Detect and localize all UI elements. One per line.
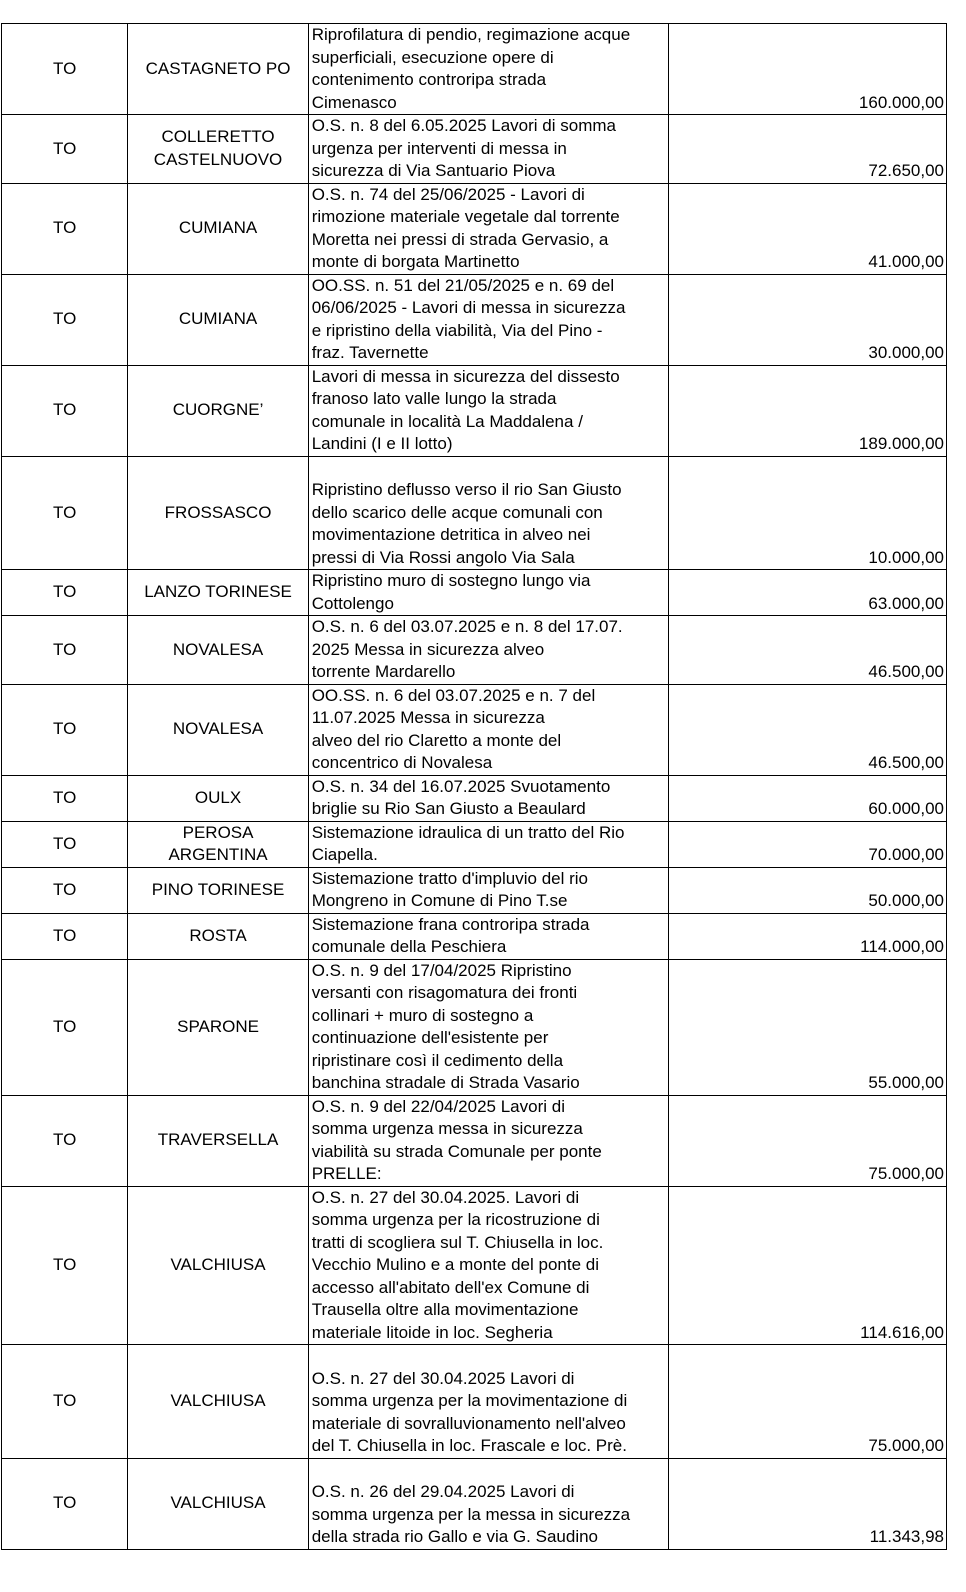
municipality-cell: COLLERETTO CASTELNUOVO — [128, 115, 308, 184]
table-row — [2, 616, 947, 685]
description-cell: Sistemazione frana controripa strada comunale della Peschiera — [308, 913, 669, 959]
amount-cell: 75.000,00 — [669, 1095, 947, 1186]
province-cell: TO — [2, 616, 128, 685]
table-row — [2, 867, 947, 913]
amount-cell: 114.000,00 — [669, 913, 947, 959]
description-cell: O.S. n. 26 del 29.04.2025 Lavori di somma urgenza per la messa in sicurezza della strada rio Gallo e via G. Saudino — [308, 1458, 669, 1549]
description-cell: Ripristino deflusso verso il rio San Giusto dello scarico delle acque comunali con movimentazione detritica in alveo nei pressi di Via Rossi angolo Via Sala — [308, 456, 669, 570]
province-cell: TO — [2, 1458, 128, 1549]
amount-cell: 55.000,00 — [669, 959, 947, 1095]
amount-cell: 11.343,98 — [669, 1458, 947, 1549]
amount-cell: 63.000,00 — [669, 570, 947, 616]
amount-cell: 75.000,00 — [669, 1345, 947, 1459]
table-row — [2, 456, 947, 570]
amount-cell: 160.000,00 — [669, 24, 947, 115]
amount-cell: 41.000,00 — [669, 183, 947, 274]
municipality-cell: CASTAGNETO PO — [128, 24, 308, 115]
interventions-table — [1, 23, 947, 1550]
province-cell: TO — [2, 821, 128, 867]
municipality-cell: SPARONE — [128, 959, 308, 1095]
table-row — [2, 913, 947, 959]
province-cell: TO — [2, 913, 128, 959]
municipality-cell: VALCHIUSA — [128, 1345, 308, 1459]
municipality-cell: NOVALESA — [128, 684, 308, 775]
municipality-cell: CUMIANA — [128, 274, 308, 365]
municipality-cell: ROSTA — [128, 913, 308, 959]
province-cell: TO — [2, 24, 128, 115]
municipality-cell: CUORGNE’ — [128, 365, 308, 456]
description-cell: O.S. n. 34 del 16.07.2025 Svuotamento briglie su Rio San Giusto a Beaulard — [308, 775, 669, 821]
amount-cell: 46.500,00 — [669, 684, 947, 775]
amount-cell: 60.000,00 — [669, 775, 947, 821]
amount-cell: 46.500,00 — [669, 616, 947, 685]
province-cell: TO — [2, 183, 128, 274]
province-cell: TO — [2, 274, 128, 365]
municipality-cell: NOVALESA — [128, 616, 308, 685]
amount-cell: 114.616,00 — [669, 1186, 947, 1345]
province-cell: TO — [2, 1095, 128, 1186]
amount-cell: 10.000,00 — [669, 456, 947, 570]
table-row — [2, 1186, 947, 1345]
table-row — [2, 684, 947, 775]
amount-cell: 70.000,00 — [669, 821, 947, 867]
description-cell: Riprofilatura di pendio, regimazione acque superficiali, esecuzione opere di contenimento controripa strada Cimenasco — [308, 24, 669, 115]
amount-cell: 72.650,00 — [669, 115, 947, 184]
description-cell: Ripristino muro di sostegno lungo via Cottolengo — [308, 570, 669, 616]
amount-cell: 189.000,00 — [669, 365, 947, 456]
province-cell: TO — [2, 1186, 128, 1345]
municipality-cell: CUMIANA — [128, 183, 308, 274]
description-cell: OO.SS. n. 6 del 03.07.2025 e n. 7 del 11.07.2025 Messa in sicurezza alveo del rio Claretto a monte del concentrico di Novalesa — [308, 684, 669, 775]
table-row — [2, 959, 947, 1095]
province-cell: TO — [2, 115, 128, 184]
table-row — [2, 1095, 947, 1186]
description-cell: Sistemazione idraulica di un tratto del Rio Ciapella. — [308, 821, 669, 867]
table-row — [2, 365, 947, 456]
table-row — [2, 115, 947, 184]
province-cell: TO — [2, 570, 128, 616]
province-cell: TO — [2, 959, 128, 1095]
table-row — [2, 1458, 947, 1549]
table-row — [2, 1345, 947, 1459]
description-cell: O.S. n. 27 del 30.04.2025. Lavori di somma urgenza per la ricostruzione di tratti di scogliera sul T. Chiusella in loc. Vecchio Mulino e a monte del ponte di accesso all'abitato dell'ex Comune di Trausella oltre alla movimentazione materiale litoide in loc. Segheria — [308, 1186, 669, 1345]
province-cell: TO — [2, 1345, 128, 1459]
table-body — [2, 24, 947, 1550]
amount-cell: 50.000,00 — [669, 867, 947, 913]
description-cell: O.S. n. 9 del 17/04/2025 Ripristino versanti con risagomatura dei fronti collinari + muro di sostegno a continuazione dell'esistente per ripristinare così il cedimento della banchina stradale di Strada Vasario — [308, 959, 669, 1095]
province-cell: TO — [2, 867, 128, 913]
description-cell: O.S. n. 74 del 25/06/2025 - Lavori di rimozione materiale vegetale dal torrente Moretta nei pressi di strada Gervasio, a monte di borgata Martinetto — [308, 183, 669, 274]
amount-cell: 30.000,00 — [669, 274, 947, 365]
description-cell: OO.SS. n. 51 del 21/05/2025 e n. 69 del 06/06/2025 - Lavori di messa in sicurezza e ripristino della viabilità, Via del Pino - fraz. Tavernette — [308, 274, 669, 365]
description-cell: O.S. n. 6 del 03.07.2025 e n. 8 del 17.07. 2025 Messa in sicurezza alveo torrente Mardarello — [308, 616, 669, 685]
table-row — [2, 183, 947, 274]
province-cell: TO — [2, 775, 128, 821]
description-cell: O.S. n. 27 del 30.04.2025 Lavori di somma urgenza per la movimentazione di materiale di sovralluvionamento nell'alveo del T. Chiusella in loc. Frascale e loc. Prè. — [308, 1345, 669, 1459]
municipality-cell: TRAVERSELLA — [128, 1095, 308, 1186]
province-cell: TO — [2, 456, 128, 570]
municipality-cell: LANZO TORINESE — [128, 570, 308, 616]
municipality-cell: OULX — [128, 775, 308, 821]
municipality-cell: VALCHIUSA — [128, 1186, 308, 1345]
municipality-cell: PEROSA ARGENTINA — [128, 821, 308, 867]
table-row — [2, 570, 947, 616]
table-row — [2, 821, 947, 867]
table-row — [2, 24, 947, 115]
table-row — [2, 775, 947, 821]
municipality-cell: FROSSASCO — [128, 456, 308, 570]
description-cell: O.S. n. 9 del 22/04/2025 Lavori di somma urgenza messa in sicurezza viabilità su strada Comunale per ponte PRELLE: — [308, 1095, 669, 1186]
table-row — [2, 274, 947, 365]
municipality-cell: PINO TORINESE — [128, 867, 308, 913]
description-cell: Sistemazione tratto d'impluvio del rio Mongreno in Comune di Pino T.se — [308, 867, 669, 913]
municipality-cell: VALCHIUSA — [128, 1458, 308, 1549]
description-cell: O.S. n. 8 del 6.05.2025 Lavori di somma urgenza per interventi di messa in sicurezza di Via Santuario Piova — [308, 115, 669, 184]
province-cell: TO — [2, 365, 128, 456]
description-cell: Lavori di messa in sicurezza del dissesto franoso lato valle lungo la strada comunale in località La Maddalena / Landini (I e II lotto) — [308, 365, 669, 456]
province-cell: TO — [2, 684, 128, 775]
